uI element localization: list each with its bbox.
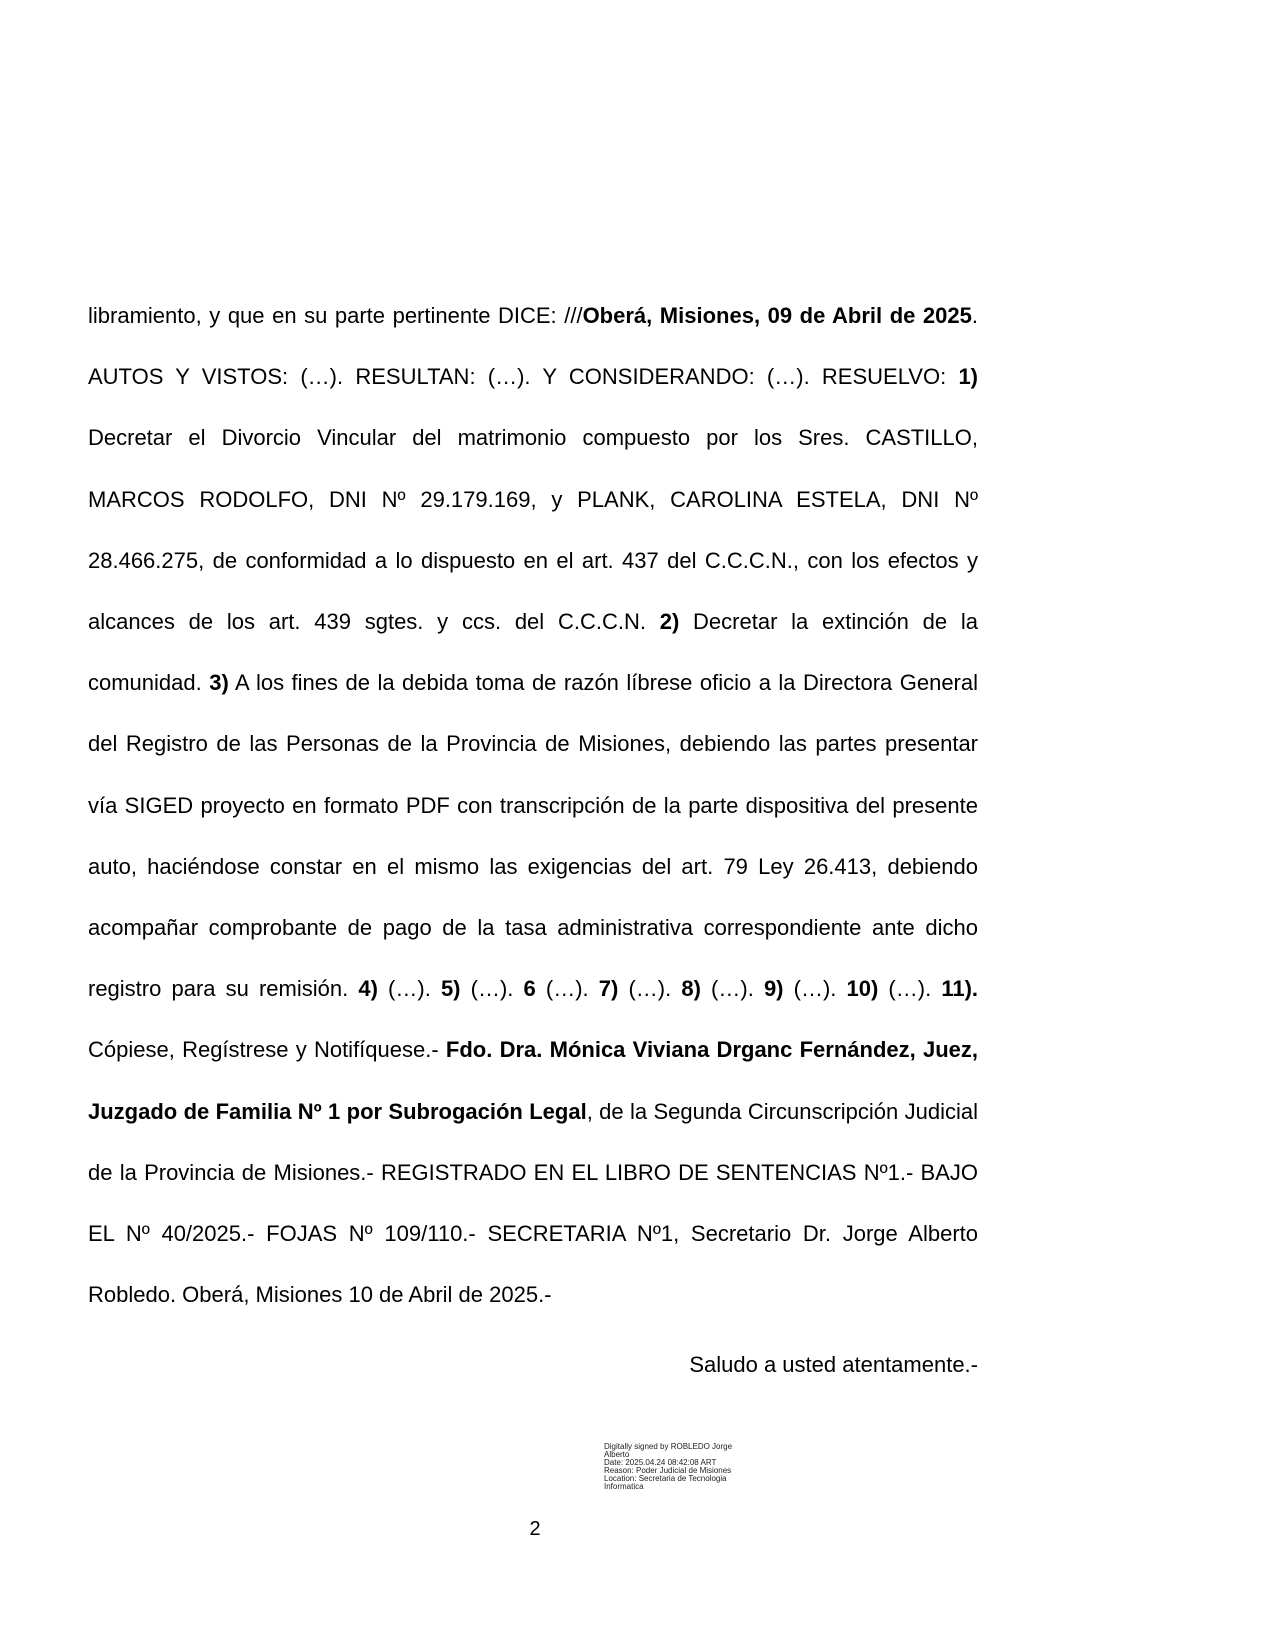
bold-text-run: 5) bbox=[440, 976, 461, 1002]
signature-line: Digitally signed by ROBLEDO Jorge bbox=[604, 1442, 733, 1451]
signature-line: Reason: Poder Judicial de Misiones bbox=[604, 1466, 732, 1475]
signature-line: Informatica bbox=[604, 1482, 644, 1491]
bold-text-run: 1) bbox=[958, 364, 978, 390]
text-run: Decretar el Divorcio Vincular del matrimonio compuesto por los Sres. CASTILLO, MARCOS RODOLFO, DNI Nº 29.179.169, y PLANK, CAROLINA ESTELA, DNI Nº 28.466.275, de conformidad a lo dispuesto en el art. 437 del C.C.C.N., con los efectos y alcances de los art. 439 sgtes. y ccs. del C.C.C.N. bbox=[88, 425, 978, 635]
bold-text-run: 7) bbox=[598, 976, 619, 1002]
bold-text-run: 8) bbox=[681, 976, 701, 1002]
bold-text-run: 10) bbox=[846, 976, 879, 1002]
text-run: (…). bbox=[535, 976, 599, 1002]
page-number: 2 bbox=[529, 1518, 541, 1540]
signature-line: Date: 2025.04.24 08:42:08 ART bbox=[604, 1458, 717, 1467]
text-run: (…). bbox=[783, 976, 847, 1002]
text-run: (…). bbox=[700, 976, 764, 1002]
body-paragraph bbox=[88, 285, 978, 1325]
bold-text-run: 3) bbox=[209, 670, 229, 696]
text-run: libramiento, y que en su parte pertinente DICE: /// bbox=[88, 303, 583, 328]
signature-line: Alberto bbox=[604, 1450, 630, 1459]
text-run: (…). bbox=[377, 976, 441, 1002]
bold-text-run: 4) bbox=[358, 976, 378, 1002]
bold-text-run: Oberá, Misiones, 09 de Abril de 2025 bbox=[582, 303, 972, 328]
text-run: (…). bbox=[618, 976, 682, 1002]
text-run: , de la Segunda Circunscripción Judicial de la Provincia de Misiones.- REGISTRADO EN EL LIBRO DE SENTENCIAS Nº1.- BAJO EL Nº 40/2025.- FOJAS Nº 109/110.- SECRETARIA Nº1, Secretario Dr. Jorge Alberto Robledo. Oberá, Misiones 10 de Abril de 2025.- bbox=[88, 1098, 978, 1308]
text-run: Decretar la extinción de la comunidad. bbox=[88, 609, 978, 696]
text-run: (…). bbox=[460, 976, 524, 1002]
bold-text-run: 11). bbox=[941, 976, 979, 1002]
closing-line: Saludo a usted atentamente.- bbox=[689, 1352, 978, 1377]
text-run: A los fines de la debida toma de razón líbrese oficio a la Directora General del Registro de las Personas de la Provincia de Misiones, debiendo las partes presentar vía SIGED proyecto en formato PDF con transcripción de la parte dispositiva del presente auto, haciéndose constar en el mismo las exigencias del art. 79 Ley 26.413, debiendo acompañar comprobante de pago de la tasa administrativa correspondiente ante dicho registro para su remisión. bbox=[88, 670, 978, 1002]
digital-signature-block bbox=[604, 1443, 764, 1491]
bold-text-run: 2) bbox=[659, 609, 680, 635]
text-run: Cópiese, Regístrese y Notifíquese.- bbox=[88, 1037, 446, 1063]
bold-text-run: 6 bbox=[523, 976, 536, 1002]
bold-text-run: 9) bbox=[763, 976, 784, 1002]
bold-text-run: Fdo. Dra. Mónica Viviana Drganc Fernández, Juez, Juzgado de Familia Nº 1 por Subrogación Legal bbox=[88, 1037, 978, 1124]
signature-line: Location: Secretaria de Tecnologia bbox=[604, 1474, 727, 1483]
text-run: . AUTOS Y VISTOS: (…). RESULTAN: (…). Y CONSIDERANDO: (…). RESUELVO: bbox=[88, 303, 978, 390]
text-run: (…). bbox=[878, 976, 942, 1002]
